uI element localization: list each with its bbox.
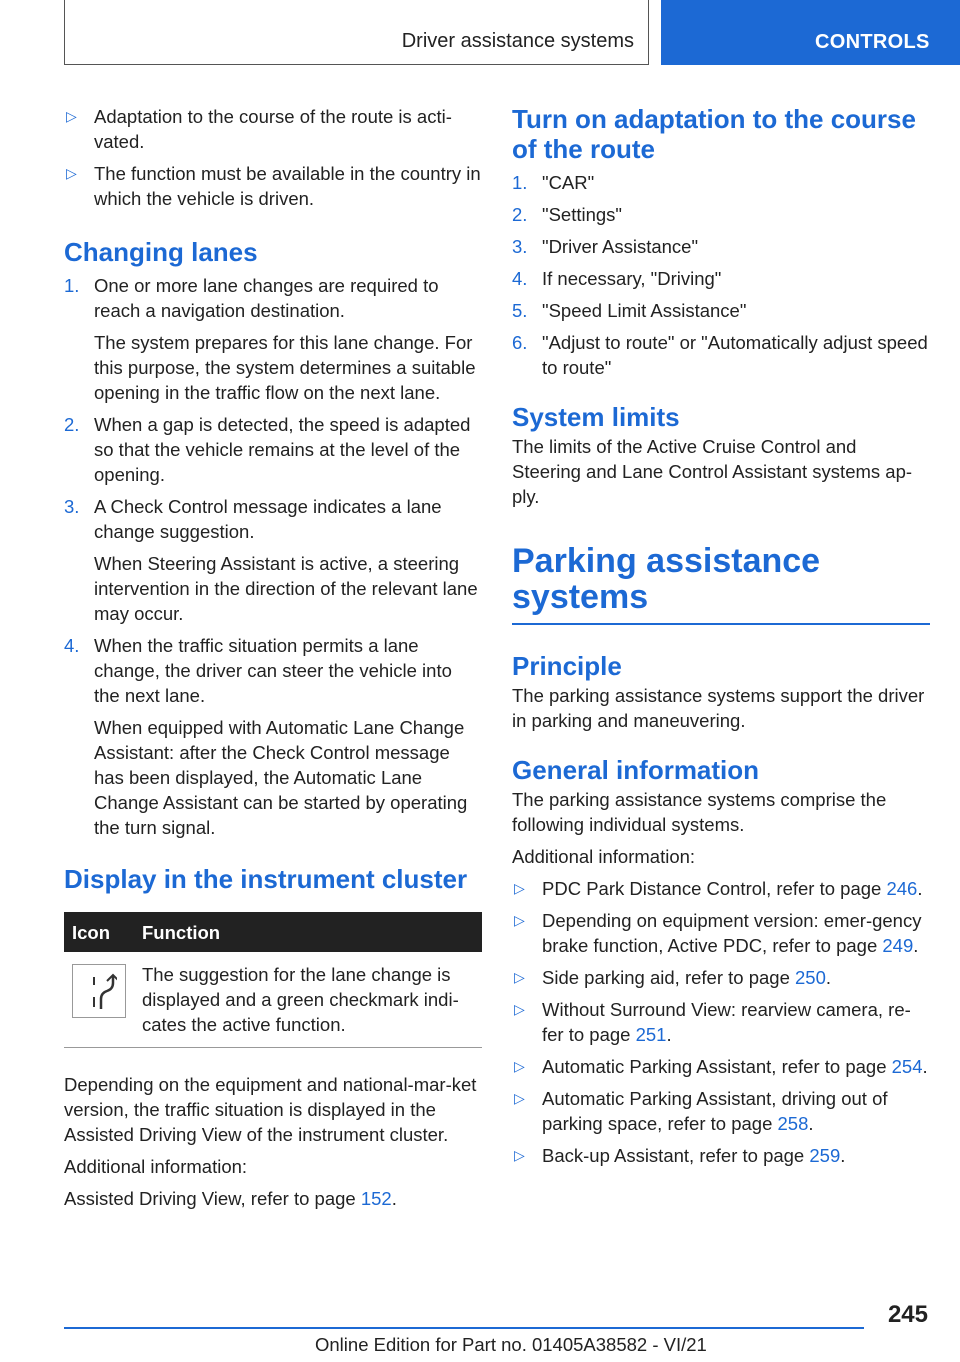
reference-end: .: [391, 1188, 397, 1209]
triangle-bullet-icon: ▷: [514, 1058, 525, 1074]
step-item: [64, 633, 482, 840]
step-text: One or more lane changes are required to reach a navigation destination.: [94, 275, 439, 321]
page-link-251[interactable]: 251: [635, 1024, 667, 1045]
step-text: "CAR": [542, 172, 595, 193]
bullet-item: [64, 104, 482, 154]
general-info-text: The parking assistance systems comprise the following individual systems.: [512, 789, 887, 835]
bullet-item: [512, 997, 930, 1047]
step-text: The system prepares for this lane change. For this purpose, the system determines a suitable opening in the traffic flow on the next lane.: [94, 332, 476, 403]
bullet-text: Without Surround View: rearview camera, re-fer to page: [542, 999, 911, 1045]
section-title: Driver assistance systems: [401, 30, 634, 52]
parking-assistance-heading: Parking assistance systems: [512, 542, 821, 616]
general-info-heading: General information: [512, 755, 760, 785]
step-text: A Check Control message indicates a lane change suggestion.: [94, 496, 442, 542]
page-link-254[interactable]: 254: [891, 1056, 923, 1077]
triangle-bullet-icon: ▷: [514, 1090, 525, 1106]
bullet-text: The function must be available in the country in which the vehicle is driven.: [94, 163, 481, 209]
system-limits-text: The limits of the Active Cruise Control and Steering and Lane Control Assistant systems ap-ply.: [512, 436, 913, 507]
bullet-item: [512, 965, 930, 990]
step-text: When Steering Assistant is active, a steering intervention in the direction of the relevant lane may occur.: [94, 553, 478, 624]
step-text: When equipped with Automatic Lane Change Assistant: after the Check Control message has been displayed, the Automatic Lane Change Assistant can be started by operating the turn signal.: [94, 717, 468, 838]
page-link-246[interactable]: 246: [886, 878, 918, 899]
triangle-bullet-icon: ▷: [66, 165, 77, 181]
step-text: When the traffic situation permits a lane change, the driver can steer the vehicle into the next lane.: [94, 635, 452, 706]
bullet-text: Side parking aid, refer to page: [542, 967, 795, 988]
right-column: [512, 104, 930, 1175]
step-text: When a gap is detected, the speed is adapted so that the vehicle remains at the level of the opening.: [94, 414, 471, 485]
reference-line: [64, 1186, 482, 1211]
bullet-end: .: [840, 1145, 846, 1166]
step-text: "Driver Assistance": [542, 236, 699, 257]
step-number: 4.: [64, 635, 80, 656]
bullet-end: .: [666, 1024, 672, 1045]
additional-info-label: Additional information:: [512, 846, 696, 867]
triangle-bullet-icon: ▷: [514, 912, 525, 928]
bullet-end: .: [808, 1113, 814, 1134]
bullet-item: [512, 1143, 930, 1168]
bullet-end: .: [913, 935, 919, 956]
table-header-icon: Icon: [64, 912, 134, 952]
step-number: 5.: [512, 300, 528, 321]
bullet-text: Depending on equipment version: emer-gency brake function, Active PDC, refer to page: [542, 910, 922, 956]
page-link-258[interactable]: 258: [777, 1113, 809, 1134]
bullet-text: Automatic Parking Assistant, driving out of parking space, refer to page: [542, 1088, 888, 1134]
triangle-bullet-icon: ▷: [514, 969, 525, 985]
bullet-item: [512, 1086, 930, 1136]
bullet-item: [64, 161, 482, 211]
page-link-259[interactable]: 259: [809, 1145, 841, 1166]
footer-divider: [64, 1327, 864, 1329]
page-link-249[interactable]: 249: [882, 935, 914, 956]
lane-change-icon: [72, 964, 126, 1018]
step-item: [64, 412, 482, 487]
step-text: "Settings": [542, 204, 622, 225]
table-row: [64, 952, 482, 1048]
step-number: 6.: [512, 332, 528, 353]
bullet-text: Adaptation to the course of the route is acti-vated.: [94, 106, 452, 152]
bullet-item: [512, 908, 930, 958]
system-limits-heading: System limits: [512, 402, 680, 432]
principle-heading: Principle: [512, 651, 622, 681]
turn-on-heading: Turn on adaptation to the course of the route: [512, 104, 916, 164]
bullet-text: Automatic Parking Assistant, refer to page: [542, 1056, 892, 1077]
additional-info-label: Additional information:: [64, 1156, 248, 1177]
step-item: [512, 202, 930, 227]
display-paragraph: Depending on the equipment and national-mar-ket version, the traffic situation is displayed in the Assisted Driving View of the instrument cluster.: [64, 1074, 477, 1145]
page-link-250[interactable]: 250: [795, 967, 826, 988]
step-number: 3.: [512, 236, 528, 257]
step-item: [512, 170, 930, 195]
step-text: "Adjust to route" or "Automatically adjust speed to route": [542, 332, 928, 378]
header-section-box: [64, 0, 649, 65]
step-item: [512, 330, 930, 380]
icon-function-table: [64, 912, 482, 1048]
step-number: 3.: [64, 496, 80, 517]
step-number: 2.: [64, 414, 80, 435]
step-item: [64, 494, 482, 626]
bullet-item: [512, 876, 930, 901]
step-item: [512, 266, 930, 291]
step-item: [512, 298, 930, 323]
step-number: 1.: [64, 275, 80, 296]
step-text: If necessary, "Driving": [542, 268, 722, 289]
display-heading: Display in the instrument cluster: [64, 864, 468, 894]
table-cell-function: The suggestion for the lane change is displayed and a green checkmark indi-cates the active function.: [134, 952, 482, 1048]
reference-text: Assisted Driving View, refer to page: [64, 1188, 361, 1209]
step-number: 4.: [512, 268, 528, 289]
page-link-152[interactable]: 152: [360, 1188, 392, 1209]
triangle-bullet-icon: ▷: [66, 108, 77, 124]
principle-text: The parking assistance systems support the driver in parking and maneuvering.: [512, 685, 925, 731]
step-number: 2.: [512, 204, 528, 225]
page-number: 245: [887, 1301, 928, 1328]
step-number: 1.: [512, 172, 528, 193]
header-chapter-tab[interactable]: [661, 0, 960, 65]
bullet-text: Back-up Assistant, refer to page: [542, 1145, 810, 1166]
bullet-end: .: [917, 878, 923, 899]
step-item: [64, 273, 482, 405]
chapter-title: CONTROLS: [815, 31, 930, 53]
changing-lanes-heading: Changing lanes: [64, 237, 258, 267]
triangle-bullet-icon: ▷: [514, 1147, 525, 1163]
bullet-text: PDC Park Distance Control, refer to page: [542, 878, 887, 899]
footer-edition: Online Edition for Part no. 01405A38582 - VI/21: [315, 1334, 707, 1355]
triangle-bullet-icon: ▷: [514, 1001, 525, 1017]
step-text: "Speed Limit Assistance": [542, 300, 747, 321]
bullet-end: .: [825, 967, 832, 988]
table-header-function: Function: [134, 912, 482, 952]
step-item: [512, 234, 930, 259]
left-column: [64, 104, 482, 1218]
bullet-end: .: [922, 1056, 928, 1077]
triangle-bullet-icon: ▷: [514, 880, 525, 896]
section-divider: [512, 623, 930, 625]
bullet-item: [512, 1054, 930, 1079]
